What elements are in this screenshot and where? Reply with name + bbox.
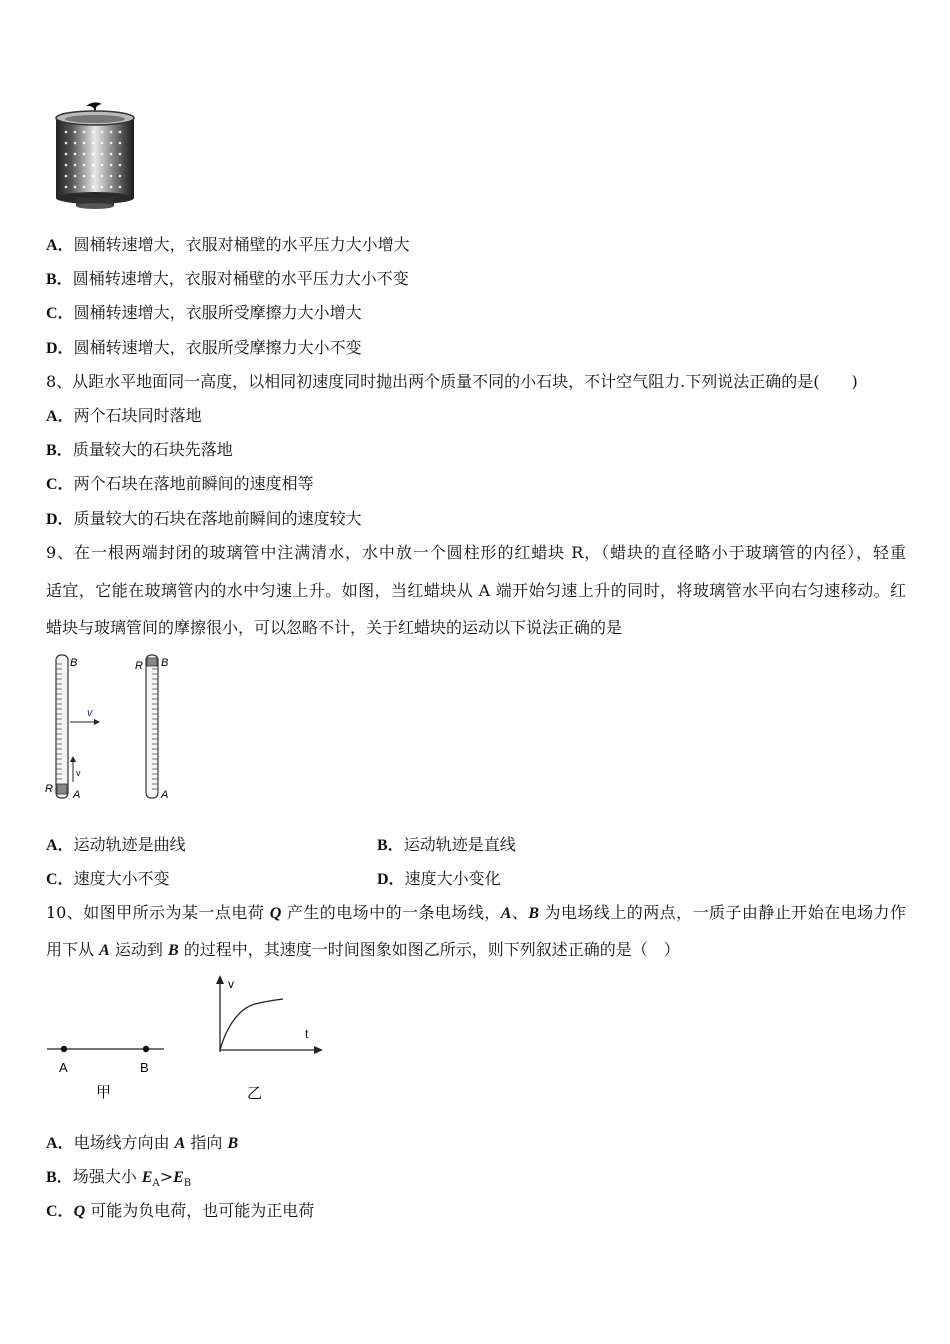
q8-option-a: A．两个石块同时落地 bbox=[46, 406, 202, 425]
glass-tube-figure bbox=[44, 650, 184, 805]
tube1-label-b: B bbox=[70, 657, 78, 669]
q7-option-c: C．圆桶转速增大，衣服所受摩擦力大小增大 bbox=[46, 303, 362, 322]
q10-stem-line-2: 用下从 A 运动到 B 的过程中，其速度一时间图象如图乙所示，则下列叙述正确的是（ ） bbox=[46, 940, 680, 959]
washing-drum-figure bbox=[50, 98, 140, 210]
q10-option-a: A．电场线方向由 A 指向 B bbox=[46, 1133, 239, 1152]
label-b: B bbox=[140, 1060, 149, 1075]
q9-stem-line-1: 9、在一根两端封闭的玻璃管中注满清水，水中放一个圆柱形的红蜡块 R，（蜡块的直径略小于玻璃管的内径），轻重 bbox=[46, 543, 906, 562]
q10-stem-line-1: 10、如图甲所示为某一点电荷 Q 产生的电场中的一条电场线，A、B 为电场线上的两点，一质子由静止开始在电场力作 bbox=[46, 903, 906, 922]
q7-option-a: A．圆桶转速增大，衣服对桶壁的水平压力大小增大 bbox=[46, 235, 410, 254]
tube1-label-r: R bbox=[45, 783, 53, 795]
q7-option-b: B．圆桶转速增大，衣服对桶壁的水平压力大小不变 bbox=[46, 269, 409, 288]
q8-option-d: D．质量较大的石块在落地前瞬间的速度较大 bbox=[46, 509, 362, 528]
point-a bbox=[61, 1046, 67, 1052]
velocity-time-graph-yi bbox=[205, 970, 330, 1105]
q8-option-c: C．两个石块在落地前瞬间的速度相等 bbox=[46, 474, 314, 493]
caption-yi: 乙 bbox=[247, 1085, 263, 1102]
axis-label-t: t bbox=[305, 1027, 309, 1041]
tube1-label-a: A bbox=[73, 789, 81, 801]
q9-option-b: B．运动轨迹是直线 bbox=[377, 835, 516, 854]
tube1-label-v-horizontal: v bbox=[87, 707, 93, 719]
q7-option-d: D．圆桶转速增大，衣服所受摩擦力大小不变 bbox=[46, 338, 362, 357]
q10-option-b: B．场强大小 $E_A>E_B$ bbox=[46, 1167, 192, 1190]
q8-option-b: B．质量较大的石块先落地 bbox=[46, 440, 233, 459]
tube2-label-b: B bbox=[161, 657, 169, 669]
q9-option-d: D．速度大小变化 bbox=[377, 869, 501, 888]
tube2-label-a: A bbox=[161, 789, 169, 801]
tube1-label-v-vertical: v bbox=[76, 768, 81, 778]
q9-stem-line-2: 适宜，它能在玻璃管内的水中匀速上升。如图，当红蜡块从 A 端开始匀速上升的同时，将玻璃管水平向右匀速移动。红 bbox=[46, 581, 906, 600]
tube2-label-r: R bbox=[135, 660, 143, 672]
caption-jia: 甲 bbox=[96, 1084, 112, 1101]
q8-stem: 8、从距水平地面同一高度，以相同初速度同时抛出两个质量不同的小石块，不计空气阻力.下列说法正确的是( ) bbox=[46, 372, 858, 391]
field-line-figure-jia bbox=[44, 1035, 169, 1105]
axis-label-v: v bbox=[228, 977, 234, 991]
q9-stem-line-3: 蜡块与玻璃管间的摩擦很小，可以忽略不计，关于红蜡块的运动以下说法正确的是 bbox=[46, 618, 623, 637]
label-a: A bbox=[59, 1060, 68, 1075]
q9-option-a: A．运动轨迹是曲线 bbox=[46, 835, 186, 854]
q9-option-c: C．速度大小不变 bbox=[46, 869, 170, 888]
point-b bbox=[143, 1046, 149, 1052]
velocity-curve bbox=[220, 999, 283, 1050]
q10-option-c: C．Q 可能为负电荷，也可能为正电荷 bbox=[46, 1201, 315, 1220]
